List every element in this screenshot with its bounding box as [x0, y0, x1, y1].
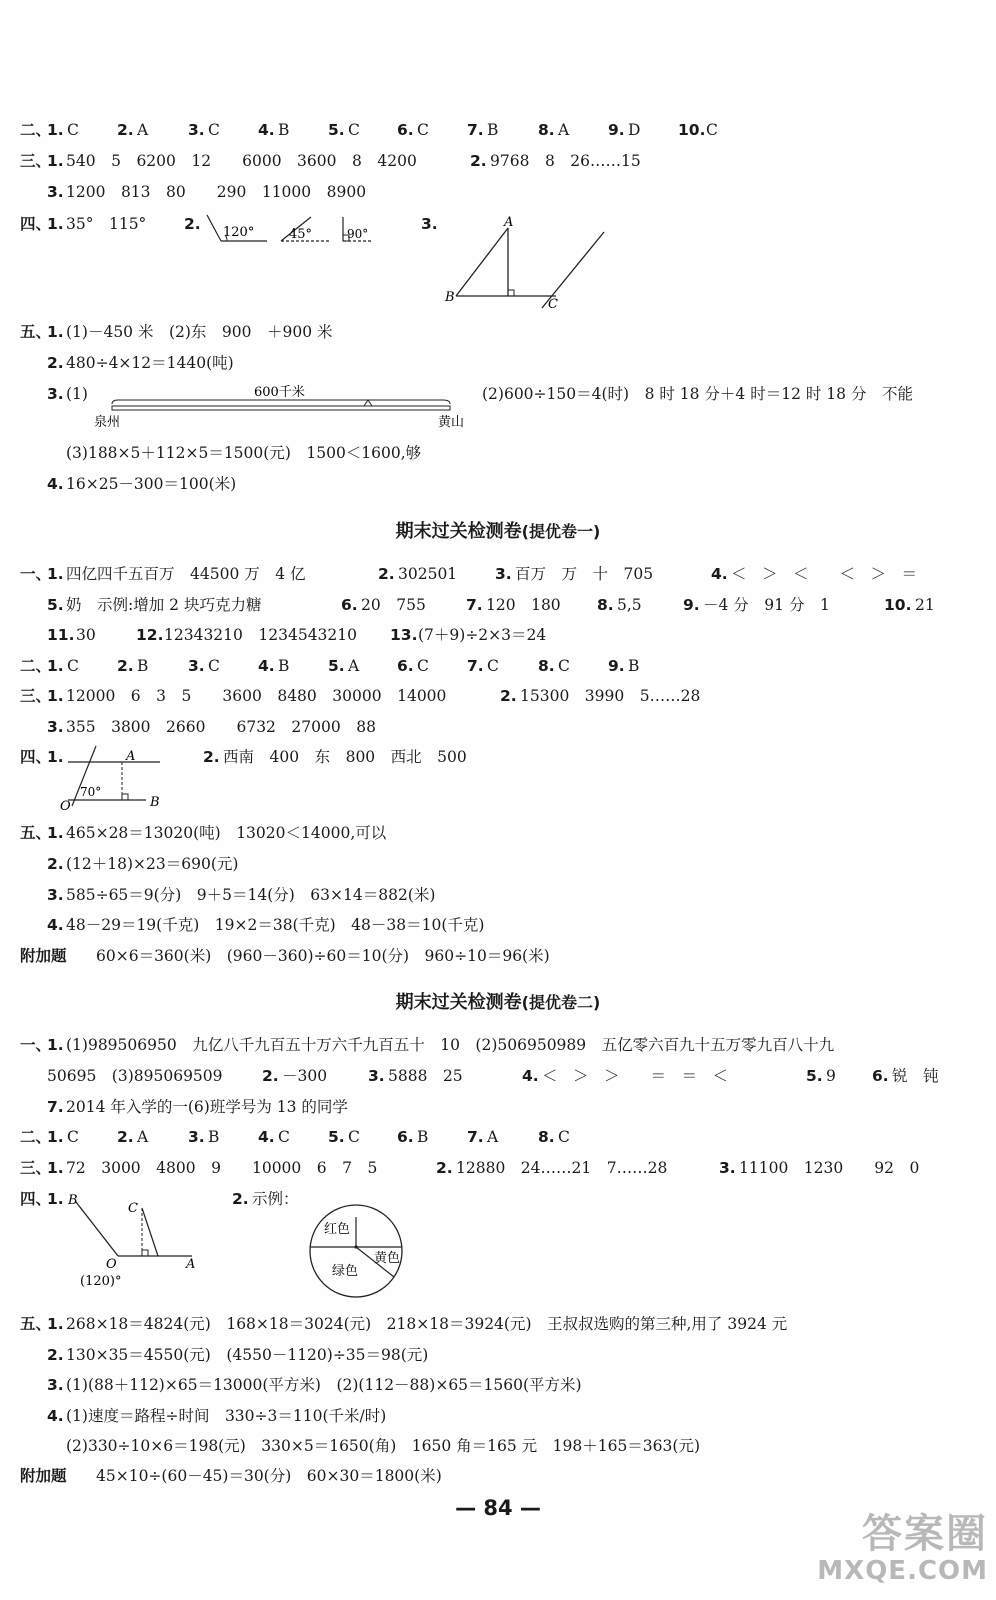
angle-90: [343, 217, 373, 241]
place-label: 黄山: [438, 415, 465, 430]
q-num: 11.: [47, 626, 75, 644]
q-num: 3.: [47, 183, 64, 201]
part-label: 一、: [20, 565, 52, 583]
q-num: 6.: [872, 1067, 889, 1085]
q-num: 9.: [608, 657, 625, 675]
answer: (2)330÷10×6＝198(元) 330×5＝1650(角) 1650 角＝165 元 198＋165＝363(元): [66, 1437, 700, 1455]
q-num: 3.: [495, 565, 512, 583]
answer: 百万 万 十 705: [515, 565, 654, 583]
s3-line-3: [0, 1095, 996, 1119]
q-num: 1.: [47, 323, 64, 341]
answer: 45×10÷(60－45)＝30(分) 60×30＝1800(米): [96, 1467, 442, 1485]
answer: C: [417, 121, 429, 139]
place-label: 泉州: [94, 415, 121, 430]
angle-120: [207, 215, 267, 241]
q-num: 2.: [117, 1128, 134, 1146]
q-num: 8.: [538, 657, 555, 675]
angle-label: 45°: [289, 227, 313, 242]
answer: A: [558, 121, 570, 139]
answer: (2)600÷150＝4(时) 8 时 18 分＋4 时＝12 时 18 分 不能: [482, 385, 913, 403]
answer: 60×6＝360(米) (960－360)÷60＝10(分) 960÷10＝96(米): [96, 947, 550, 965]
s1-line-app3b: [0, 441, 996, 465]
answer: 130×35＝4550(元) (4550－1120)÷35＝98(元): [66, 1346, 429, 1364]
answer: (7＋9)÷2×3＝24: [418, 626, 547, 644]
s2-line-4: [0, 654, 996, 678]
q-num: 8.: [538, 121, 555, 139]
part-label: 四、: [20, 215, 52, 233]
q-num: 4.: [47, 916, 64, 934]
answer: 奶 示例:增加 2 块巧克力糖: [66, 596, 262, 614]
angle-label: 120°: [223, 225, 255, 240]
s3-line-8: [0, 1343, 996, 1367]
s3-line-5: [0, 1156, 996, 1180]
watermark-url: MXQE.COM: [817, 1556, 988, 1586]
answer: 48－29＝19(千克) 19×2＝38(千克) 48－38＝10(千克): [66, 916, 485, 934]
q-num: 5.: [328, 657, 345, 675]
answer: (1)－450 米 (2)东 900 ＋900 米: [66, 323, 333, 341]
point-label: B: [68, 1193, 78, 1208]
answer: B: [278, 121, 290, 139]
q-num: 3.: [47, 1376, 64, 1394]
q-num: 1.: [47, 121, 64, 139]
s3-line-10: [0, 1404, 996, 1428]
part-label: 三、: [20, 152, 52, 170]
bonus-label: 附加题: [20, 947, 67, 965]
part-label: 三、: [20, 687, 52, 705]
answer: C: [558, 657, 570, 675]
q-num: 2.: [470, 152, 487, 170]
section-title: [0, 988, 996, 1014]
title-sub: (提优卷二): [521, 993, 601, 1012]
s2-line-9: [0, 852, 996, 876]
part-label: 一、: [20, 1036, 52, 1054]
answer: 5,5: [617, 596, 642, 614]
q-num: 1.: [47, 215, 64, 233]
q-num: 3.: [47, 385, 64, 403]
q-num: 4.: [258, 657, 275, 675]
answer: 12000 6 3 5 3600 8480 30000 14000: [66, 687, 447, 705]
s3-line-11: [0, 1434, 996, 1458]
q-num: 7.: [467, 121, 484, 139]
q-num: 1.: [47, 1128, 64, 1146]
answer: A: [137, 121, 149, 139]
answer: 20 755: [361, 596, 426, 614]
part-label: 五、: [20, 824, 52, 842]
s2-line-1: [0, 562, 996, 586]
q-num: 1.: [47, 748, 64, 766]
answer: (12＋18)×23＝690(元): [66, 855, 239, 873]
answer: C: [348, 1128, 360, 1146]
point-label: C: [548, 297, 558, 312]
sector-label: 黄色: [374, 1251, 401, 1266]
s3-line-1: [0, 1033, 996, 1057]
part-label: 二、: [20, 657, 52, 675]
answer: (1)(88＋112)×65＝13000(平方米) (2)(112－88)×65＝1560(平方米): [66, 1376, 582, 1394]
point-label: A: [126, 749, 136, 764]
s2-line-11: [0, 913, 996, 937]
point-label: A: [186, 1257, 196, 1272]
answer: ＜ ＞ ＞ ＝ ＝ ＜: [542, 1067, 729, 1085]
answer: D: [628, 121, 641, 139]
answer: 11100 1230 92 0: [739, 1159, 920, 1177]
angle-perpendicular-figure: [66, 1192, 206, 1288]
q-num: 5.: [47, 596, 64, 614]
answer: C: [67, 121, 79, 139]
answer: 2014 年入学的一(6)班学号为 13 的同学: [66, 1098, 348, 1116]
q-num: 7.: [467, 1128, 484, 1146]
answer: C: [348, 121, 360, 139]
q-num: 6.: [397, 1128, 414, 1146]
answer: 5888 25: [388, 1067, 463, 1085]
answer: A: [348, 657, 360, 675]
answer: C: [67, 657, 79, 675]
s3-line-7: [0, 1312, 996, 1336]
distance-label: 600千米: [254, 385, 305, 400]
answer: B: [417, 1128, 429, 1146]
q-num: 2.: [232, 1190, 249, 1208]
q-num: 6.: [397, 657, 414, 675]
answer: 120 180: [486, 596, 561, 614]
q-num: 4.: [258, 121, 275, 139]
answer: C: [558, 1128, 570, 1146]
sector-label: 红色: [324, 1222, 351, 1237]
q-num: 5.: [806, 1067, 823, 1085]
answer: 480÷4×12＝1440(吨): [66, 354, 234, 372]
sector-label: 绿色: [332, 1264, 359, 1279]
part-label: 五、: [20, 1315, 52, 1333]
s3-line-9: [0, 1373, 996, 1397]
s3-line-2: [0, 1064, 996, 1088]
answer: (3)188×5＋112×5＝1500(元) 1500＜1600,够: [66, 444, 422, 462]
answer: A: [137, 1128, 149, 1146]
point-label: O: [106, 1257, 117, 1272]
s1-line-calc3: [0, 180, 996, 204]
answer: B: [278, 657, 290, 675]
q-num: 1.: [47, 1190, 64, 1208]
s2-line-3: [0, 623, 996, 647]
answer: 355 3800 2660 6732 27000 88: [66, 718, 376, 736]
s2-line-5: [0, 684, 996, 708]
angle-45: [281, 217, 329, 242]
answer: 9768 8 26……15: [490, 152, 641, 170]
color-circle-figure: [300, 1203, 412, 1299]
bonus-label: 附加题: [20, 1467, 67, 1485]
answer: B: [208, 1128, 220, 1146]
distance-diagram: [88, 382, 478, 434]
s2-line-6: [0, 715, 996, 739]
q-num: 2.: [47, 855, 64, 873]
q-num: 6.: [341, 596, 358, 614]
answer: C: [706, 121, 718, 139]
q-num: 4.: [47, 475, 64, 493]
q-num: 2.: [436, 1159, 453, 1177]
q-num: 8.: [597, 596, 614, 614]
s1-line-app4: [0, 472, 996, 496]
s3-line-4: [0, 1125, 996, 1149]
watermark-text: 答案圈: [862, 1511, 988, 1557]
q-num: 2.: [203, 748, 220, 766]
q-num: 3.: [188, 1128, 205, 1146]
answer: 锐 钝: [892, 1067, 939, 1085]
q-num: 6.: [397, 121, 414, 139]
q-num: 1.: [47, 824, 64, 842]
answer: A: [487, 1128, 499, 1146]
q-num: 3.: [719, 1159, 736, 1177]
answer: 35° 115°: [66, 215, 147, 233]
angle-figures: [205, 213, 375, 245]
q-num: 2.: [117, 121, 134, 139]
q-num: 3.: [368, 1067, 385, 1085]
answer: 72 3000 4800 9 10000 6 7 5: [66, 1159, 378, 1177]
part-label: 五、: [20, 323, 52, 341]
answer: 15300 3990 5……28: [520, 687, 701, 705]
q-num: 3.: [188, 657, 205, 675]
q-num: 8.: [538, 1128, 555, 1146]
q-num: 9.: [608, 121, 625, 139]
q-num: 10.: [884, 596, 912, 614]
q-num: 1.: [47, 687, 64, 705]
part-label: 二、: [20, 121, 52, 139]
s3-line-12: [0, 1464, 996, 1488]
q-num: 4.: [522, 1067, 539, 1085]
q-num: 7.: [466, 596, 483, 614]
answer: C: [278, 1128, 290, 1146]
point-label: B: [445, 290, 455, 305]
q-num: 5.: [328, 121, 345, 139]
q-num: 4.: [711, 565, 728, 583]
s2-line-10: [0, 883, 996, 907]
s1-line-choice: [0, 118, 996, 142]
q-num: 2.: [500, 687, 517, 705]
q-num: 12.: [136, 626, 164, 644]
part-label: 二、: [20, 1128, 52, 1146]
answer: －4 分 91 分 1: [703, 596, 830, 614]
s1-line-app1: [0, 320, 996, 344]
triangle-figure: [438, 214, 608, 314]
answer: 西南 400 东 800 西北 500: [223, 748, 467, 766]
answer: 1200 813 80 290 11000 8900: [66, 183, 367, 201]
answer: 50695 (3)895069509: [47, 1067, 223, 1085]
q-num: 2.: [47, 1346, 64, 1364]
s1-line-calc: [0, 149, 996, 173]
q-num: 2.: [262, 1067, 279, 1085]
answer: 585÷65＝9(分) 9＋5＝14(分) 63×14＝882(米): [66, 886, 436, 904]
answer: 16×25－300＝100(米): [66, 475, 237, 493]
answer: 465×28＝13020(吨) 13020＜14000,可以: [66, 824, 387, 842]
answer: ＜ ＞ ＜ ＜ ＞ ＝: [731, 565, 918, 583]
q-num: 13.: [390, 626, 418, 644]
answer: C: [417, 657, 429, 675]
answer: C: [487, 657, 499, 675]
answer: B: [137, 657, 149, 675]
answer: 30: [76, 626, 96, 644]
part-label: 三、: [20, 1159, 52, 1177]
answer: 四亿四千五百万 44500 万 4 亿: [66, 565, 306, 583]
answer: 302501: [398, 565, 458, 583]
title-sub: (提优卷一): [521, 522, 601, 541]
point-label: O: [60, 799, 71, 812]
answer: (1)速度＝路程÷时间 330÷3＝110(千米/时): [66, 1407, 387, 1425]
answer: C: [208, 121, 220, 139]
q-num: 3.: [47, 886, 64, 904]
answer: B: [628, 657, 640, 675]
q-num: 1.: [47, 657, 64, 675]
q-num: 2.: [378, 565, 395, 583]
q-num: 1.: [47, 565, 64, 583]
watermark: [738, 1512, 988, 1596]
angle-label: (120)°: [80, 1274, 122, 1288]
s1-line-app2: [0, 351, 996, 375]
answer: 12880 24……21 7……28: [456, 1159, 668, 1177]
q-num: 2.: [184, 215, 201, 233]
angle-label: 70°: [80, 785, 102, 799]
answer: 示例：: [252, 1190, 299, 1208]
q-num: 3.: [421, 215, 438, 233]
answer: (1): [66, 385, 88, 403]
q-num: 4.: [258, 1128, 275, 1146]
angle-label: 90°: [347, 227, 369, 241]
page-number: — 84 —: [455, 1496, 541, 1520]
answer: B: [487, 121, 499, 139]
q-num: 5.: [328, 1128, 345, 1146]
answer: 21: [915, 596, 935, 614]
answer: 268×18＝4824(元) 168×18＝3024(元) 218×18＝3924(元) 王叔叔选购的第三种,用了 3924 元: [66, 1315, 788, 1333]
point-label: A: [504, 215, 514, 230]
answer: (1)989506950 九亿八千九百五十万六千九百五十 10 (2)506950989 五亿零六百九十五万零九百八十九: [66, 1036, 835, 1054]
answer: 540 5 6200 12 6000 3600 8 4200: [66, 152, 417, 170]
q-num: 4.: [47, 1407, 64, 1425]
section-title: [0, 517, 996, 543]
q-num: 1.: [47, 1036, 64, 1054]
part-label: 四、: [20, 1190, 52, 1208]
q-num: 2.: [47, 354, 64, 372]
title-main: 期末过关检测卷: [395, 521, 522, 542]
q-num: 9.: [683, 596, 700, 614]
q-num: 1.: [47, 1315, 64, 1333]
point-label: C: [128, 1201, 138, 1216]
answer: C: [208, 657, 220, 675]
q-num: 7.: [467, 657, 484, 675]
q-num: 7.: [47, 1098, 64, 1116]
part-label: 四、: [20, 748, 52, 766]
q-num: 1.: [47, 1159, 64, 1177]
q-num: 2.: [117, 657, 134, 675]
answer: C: [67, 1128, 79, 1146]
q-num: 3.: [188, 121, 205, 139]
point-label: B: [150, 795, 160, 810]
s2-line-2: [0, 593, 996, 617]
s2-line-8: [0, 821, 996, 845]
title-main: 期末过关检测卷: [395, 992, 522, 1013]
q-num: 1.: [47, 152, 64, 170]
parallel-figure: [58, 744, 178, 812]
q-num: 3.: [47, 718, 64, 736]
answer: 12343210 1234543210: [164, 626, 358, 644]
answer: －300: [282, 1067, 328, 1085]
q-num: 10.: [678, 121, 706, 139]
s2-line-12: [0, 944, 996, 968]
answer: 9: [826, 1067, 836, 1085]
